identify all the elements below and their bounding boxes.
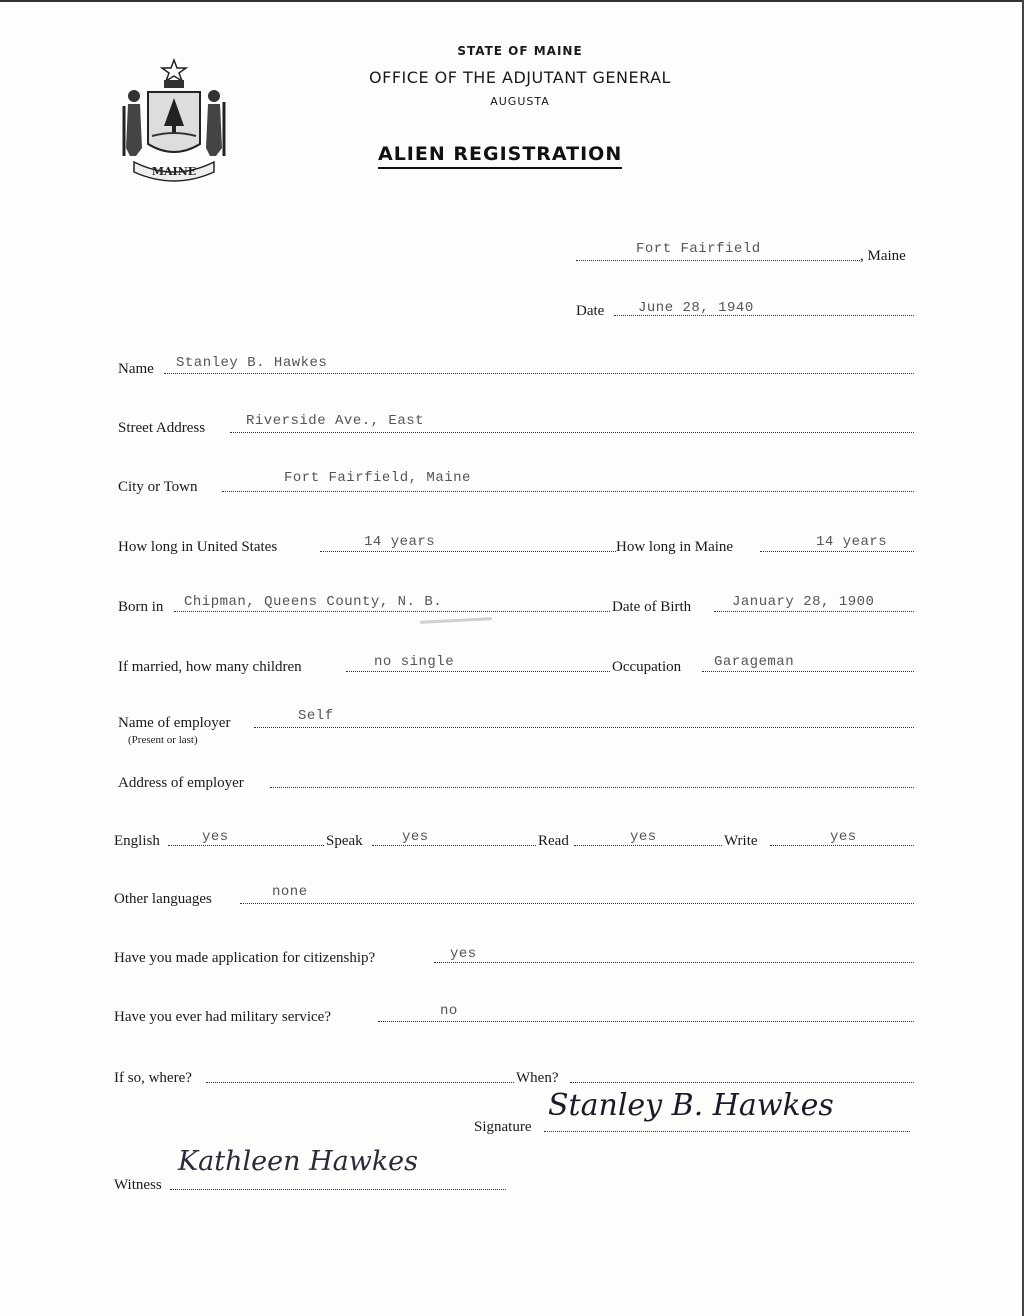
other-languages-line xyxy=(114,886,914,910)
name-value: Stanley B. Hawkes xyxy=(176,355,328,371)
language-line xyxy=(114,828,914,852)
street-line xyxy=(118,415,914,439)
other-languages-value: none xyxy=(272,884,308,900)
service-details-line xyxy=(114,1065,914,1089)
pencil-mark xyxy=(420,617,492,624)
place-value: Fort Fairfield xyxy=(636,241,761,257)
maine-duration-value: 14 years xyxy=(816,534,888,550)
military-value: no xyxy=(440,1003,458,1019)
city-line xyxy=(118,470,914,498)
citizenship-label: Have you made application for citizenship? xyxy=(114,950,376,966)
employer-address-label: Address of employer xyxy=(118,775,244,791)
family-line xyxy=(118,654,914,678)
english-label: English xyxy=(114,833,160,849)
name-line xyxy=(118,356,914,380)
where-label: If so, where? xyxy=(114,1070,192,1086)
english-value: yes xyxy=(202,829,229,845)
date-line xyxy=(576,298,916,322)
military-line xyxy=(114,1004,914,1028)
witness-label: Witness xyxy=(114,1177,162,1193)
other-languages-label: Other languages xyxy=(114,891,212,907)
place-line xyxy=(576,243,916,267)
employer-value: Self xyxy=(298,708,334,724)
city-heading: AUGUSTA xyxy=(490,95,550,108)
street-value: Riverside Ave., East xyxy=(246,413,425,429)
maine-seal-icon xyxy=(118,56,230,186)
street-label: Street Address xyxy=(118,420,206,436)
name-label: Name xyxy=(118,361,154,377)
city-label: City or Town xyxy=(118,479,198,495)
city-value: Fort Fairfield, Maine xyxy=(284,470,471,486)
speak-label: Speak xyxy=(326,833,363,849)
born-in-value: Chipman, Queens County, N. B. xyxy=(184,594,443,610)
when-label: When? xyxy=(516,1070,559,1086)
seal-motto: MAINE xyxy=(151,165,197,178)
maine-duration-label: How long in Maine xyxy=(616,539,734,555)
citizenship-line xyxy=(114,945,914,969)
us-duration-label: How long in United States xyxy=(118,539,278,555)
write-value: yes xyxy=(830,829,857,845)
born-in-label: Born in xyxy=(118,599,164,615)
occupation-value: Garageman xyxy=(714,654,795,670)
us-duration-value: 14 years xyxy=(364,534,436,550)
date-value: June 28, 1940 xyxy=(638,300,754,316)
form-title: ALIEN REGISTRATION xyxy=(378,143,622,169)
witness-signature: Kathleen Hawkes xyxy=(178,1146,419,1177)
employer-label: Name of employer xyxy=(118,715,231,731)
employer-line xyxy=(118,710,914,734)
applicant-signature: Stanley B. Hawkes xyxy=(548,1088,834,1123)
place-suffix: , Maine xyxy=(860,248,906,264)
employer-sublabel: (Present or last) xyxy=(128,734,198,746)
write-label: Write xyxy=(724,833,758,849)
date-label: Date xyxy=(576,303,605,319)
speak-value: yes xyxy=(402,829,429,845)
signature-label: Signature xyxy=(474,1119,532,1135)
scan-edge-top xyxy=(0,0,1024,2)
children-label: If married, how many children xyxy=(118,659,302,675)
birth-line xyxy=(118,594,914,618)
residence-line xyxy=(118,534,914,558)
birth-date-value: January 28, 1900 xyxy=(732,594,875,610)
read-label: Read xyxy=(538,833,569,849)
state-heading: STATE OF MAINE xyxy=(457,44,583,58)
office-heading: OFFICE OF THE ADJUTANT GENERAL xyxy=(369,68,671,87)
occupation-label: Occupation xyxy=(612,659,682,675)
military-label: Have you ever had military service? xyxy=(114,1009,331,1025)
read-value: yes xyxy=(630,829,657,845)
children-value: no single xyxy=(374,654,455,670)
citizenship-value: yes xyxy=(450,946,477,962)
birth-date-label: Date of Birth xyxy=(612,599,692,615)
employer-address-line xyxy=(118,770,914,794)
